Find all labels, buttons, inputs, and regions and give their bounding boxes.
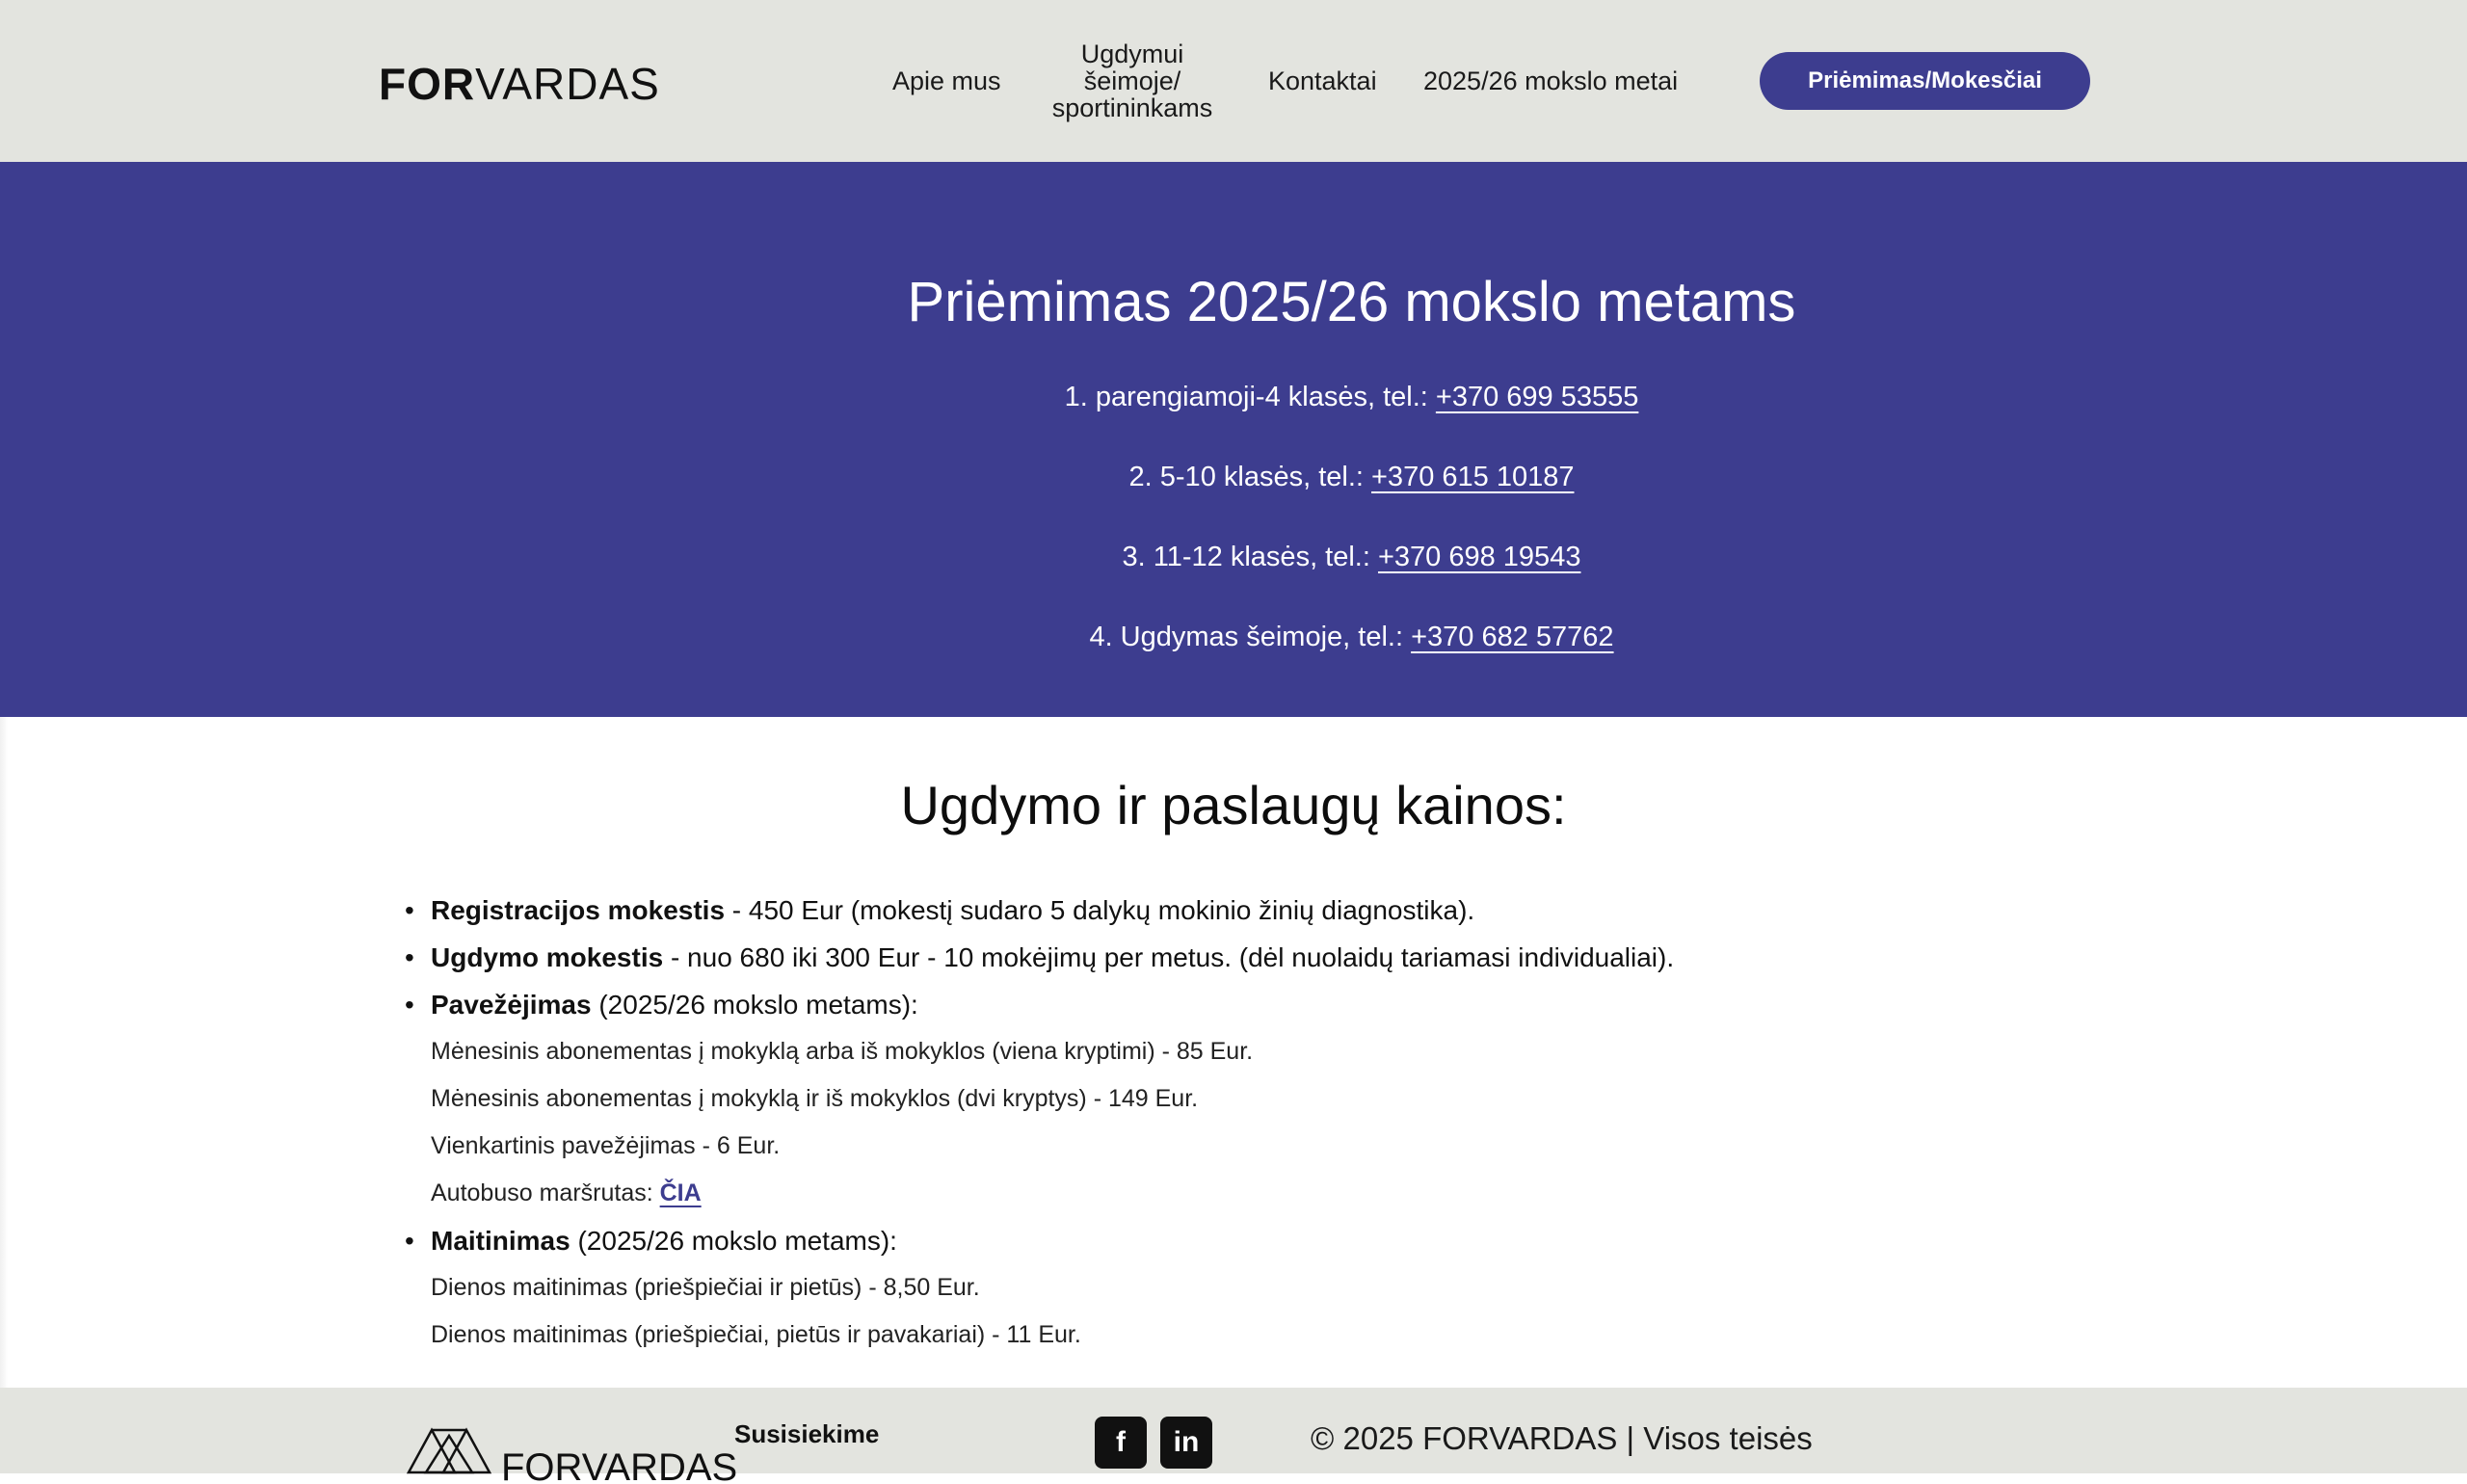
- prices-title: Ugdymo ir paslaugų kainos:: [900, 775, 1567, 835]
- transport-label: Pavežėjimas: [431, 990, 592, 1020]
- transport-option-single: Vienkartinis pavežėjimas - 6 Eur.: [431, 1132, 781, 1159]
- facebook-icon[interactable]: f: [1095, 1417, 1147, 1469]
- meals-label: Maitinimas: [431, 1226, 570, 1256]
- bus-route-link[interactable]: ČIA: [659, 1179, 702, 1206]
- footer-logo[interactable]: [405, 1417, 738, 1484]
- registration-fee-text: - 450 Eur (mokestį sudaro 5 dalykų mokinio žinių diagnostika).: [725, 895, 1475, 925]
- tuition-fee-text: - nuo 680 iki 300 Eur - 10 mokėjimų per metus. (dėl nuolaidų tariamasi individualiai).: [663, 942, 1675, 972]
- site-logo[interactable]: [379, 58, 660, 110]
- admission-line-3-label: 3. 11-12 klasės, tel.:: [1122, 542, 1378, 572]
- copyright-text: © 2025 FORVARDAS | Visos teisės: [1311, 1420, 1813, 1456]
- bus-route-label: Autobuso maršrutas:: [431, 1179, 660, 1206]
- nav-contacts[interactable]: Kontaktai: [1268, 66, 1377, 95]
- footer-contact-heading: Susisiekime: [734, 1419, 880, 1448]
- logo-bold-part: FOR: [379, 59, 476, 109]
- admission-line-2: [0, 462, 2467, 493]
- phone-link-1[interactable]: +370 699 53555: [1435, 382, 1639, 412]
- transport-item: [405, 981, 2236, 1028]
- registration-fee-label: Registracijos mokestis: [431, 895, 726, 925]
- admission-fees-button[interactable]: Priėmimas/Mokesčiai: [1760, 52, 2090, 110]
- admission-line-4: [0, 622, 2467, 653]
- nav-about[interactable]: Apie mus: [892, 66, 1001, 95]
- admission-line-2-label: 2. 5-10 klasės, tel.:: [1128, 462, 1371, 492]
- logo-rest-part: VARDAS: [475, 59, 660, 109]
- nav-family-education[interactable]: Ugdymui šeimoje/ sportininkams: [1051, 40, 1213, 122]
- admission-hero: [0, 162, 2467, 717]
- site-footer: [0, 1388, 2467, 1484]
- transport-option-two-way: Mėnesinis abonementas į mokyklą ir iš mokyklos (dvi kryptys) - 149 Eur.: [431, 1085, 1199, 1112]
- footer-logo-mark-icon: [409, 1430, 490, 1472]
- site-header: [0, 0, 2467, 162]
- registration-fee-item: [405, 887, 2236, 934]
- admission-line-3: [0, 542, 2467, 573]
- meal-option-basic: Dienos maitinimas (priešpiečiai ir pietūs) - 8,50 Eur.: [431, 1274, 980, 1301]
- transport-option-one-way: Mėnesinis abonementas į mokyklą arba iš mokyklos (viena kryptimi) - 85 Eur.: [431, 1038, 1254, 1065]
- hero-title: Priėmimas 2025/26 mokslo metams: [907, 271, 1796, 333]
- meals-item: [405, 1217, 2236, 1264]
- linkedin-icon[interactable]: in: [1160, 1417, 1212, 1469]
- admission-line-4-label: 4. Ugdymas šeimoje, tel.:: [1089, 622, 1412, 652]
- tuition-fee-item: [405, 934, 2236, 981]
- footer-logo-text: FORVARDAS: [501, 1446, 738, 1484]
- phone-link-2[interactable]: +370 615 10187: [1371, 462, 1575, 492]
- meals-text: (2025/26 mokslo metams):: [570, 1226, 897, 1256]
- transport-text: (2025/26 mokslo metams):: [591, 990, 918, 1020]
- nav-school-year[interactable]: 2025/26 mokslo metai: [1423, 66, 1679, 95]
- phone-link-4[interactable]: +370 682 57762: [1411, 622, 1614, 652]
- admission-line-1: [0, 382, 2467, 413]
- meal-option-full: Dienos maitinimas (priešpiečiai, pietūs ir pavakariai) - 11 Eur.: [431, 1321, 1081, 1348]
- admission-line-1-label: 1. parengiamoji-4 klasės, tel.:: [1064, 382, 1436, 412]
- price-list: [405, 887, 2236, 1359]
- phone-link-3[interactable]: +370 698 19543: [1377, 542, 1581, 572]
- tuition-fee-label: Ugdymo mokestis: [431, 942, 664, 972]
- bus-route-line: [405, 1170, 2236, 1217]
